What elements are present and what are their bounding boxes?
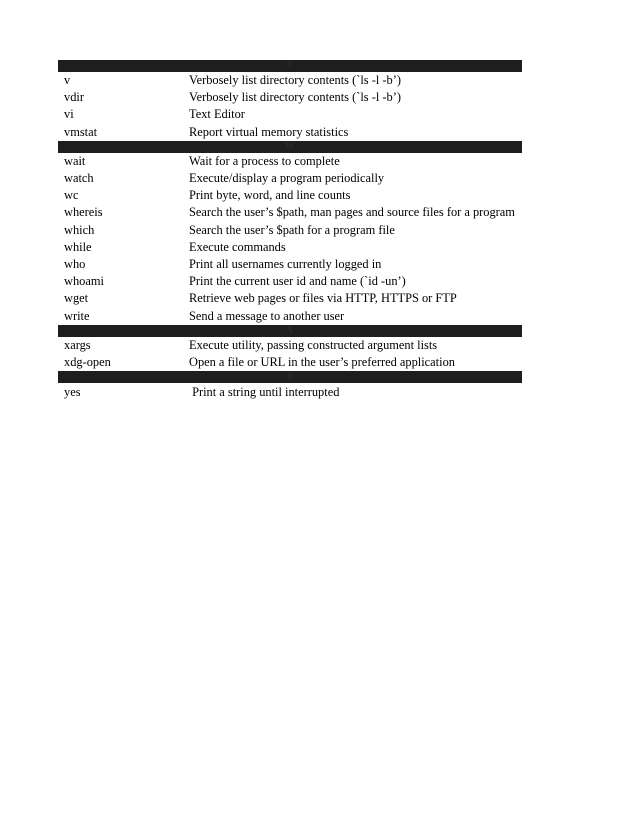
command-description: Text Editor	[189, 107, 245, 122]
table-row	[58, 187, 522, 204]
section-header: V	[58, 60, 522, 72]
command-description: Verbosely list directory contents (`ls -l -b’)	[189, 90, 401, 105]
command-name: wget	[64, 291, 89, 306]
section-x	[58, 325, 522, 371]
table-row	[58, 204, 522, 221]
command-name: vdir	[64, 90, 84, 105]
command-name: v	[64, 73, 71, 88]
command-name: while	[64, 239, 92, 254]
command-description: Execute commands	[189, 239, 286, 254]
command-name: vi	[64, 107, 74, 122]
table-row	[58, 337, 522, 354]
table-row	[58, 153, 522, 170]
section-v	[58, 60, 522, 141]
command-name: wait	[64, 153, 86, 168]
table-row	[58, 124, 522, 141]
command-name: watch	[64, 171, 94, 186]
command-description: Retrieve web pages or files via HTTP, HTTPS or FTP	[189, 291, 457, 306]
command-description: Wait for a process to complete	[189, 153, 340, 168]
command-name: who	[64, 256, 86, 271]
command-description: Print all usernames currently logged in	[189, 256, 382, 271]
command-name: wc	[64, 188, 79, 203]
command-name: whereis	[64, 205, 103, 220]
command-name: vmstat	[64, 124, 98, 139]
section-w	[58, 141, 522, 325]
table-row	[58, 256, 522, 273]
command-description: Send a message to another user	[189, 308, 345, 323]
section-header: X	[58, 325, 522, 337]
command-name: write	[64, 308, 90, 323]
command-description: Print byte, word, and line counts	[189, 188, 351, 203]
table-row	[58, 106, 522, 123]
command-description: Execute/display a program periodically	[189, 171, 385, 186]
command-description: Report virtual memory statistics	[189, 124, 349, 139]
table-row	[58, 89, 522, 106]
command-description: Search the user’s $path for a program file	[189, 222, 395, 237]
command-name: xargs	[64, 337, 91, 352]
table-row	[58, 273, 522, 290]
command-description: Verbosely list directory contents (`ls -l -b’)	[189, 73, 401, 88]
section-header: W	[58, 141, 522, 153]
table-row	[58, 239, 522, 256]
command-name: whoami	[64, 274, 104, 289]
table-row	[58, 307, 522, 324]
command-name: yes	[64, 385, 81, 399]
command-description: Execute utility, passing constructed argument lists	[189, 337, 438, 352]
table-row	[58, 222, 522, 239]
command-description: Print the current user id and name (`id -un’)	[189, 274, 406, 289]
command-name: which	[64, 222, 95, 237]
table-row	[58, 72, 522, 89]
command-description: Print a string until interrupted	[189, 385, 340, 399]
command-reference-table	[58, 60, 522, 402]
section-header: Y	[58, 371, 522, 383]
table-row	[58, 354, 522, 371]
command-description: Search the user’s $path, man pages and source files for a program	[189, 205, 515, 220]
command-description: Open a file or URL in the user’s preferred application	[189, 354, 455, 369]
section-y	[58, 371, 522, 402]
table-row	[58, 170, 522, 187]
table-row	[58, 290, 522, 307]
command-name: xdg-open	[64, 354, 111, 369]
table-row	[58, 383, 522, 402]
